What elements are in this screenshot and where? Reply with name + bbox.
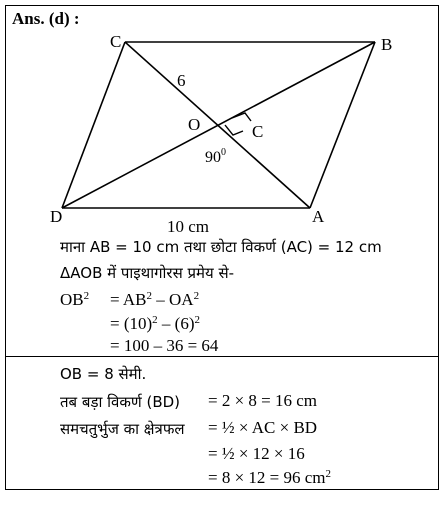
bd-label: तब बड़ा विकर्ण (BD) — [60, 393, 181, 411]
vertex-label-D: D — [50, 207, 63, 226]
center-label-O: O — [188, 115, 201, 134]
ob-value-line: OB = 8 सेमी. — [60, 365, 147, 383]
area-label: समचतुर्भुज का क्षेत्रफल — [60, 420, 185, 438]
bd-value: = 2 × 8 = 16 cm — [208, 391, 318, 410]
equation-ob-squared: $OB^2$ — [60, 290, 90, 309]
vertex-label-B: B — [381, 35, 393, 54]
pythagoras-line: ΔAOB में पाइथागोरस प्रमेय से- — [60, 264, 235, 282]
angle-label: $90^0$ — [205, 147, 226, 166]
area-result: = 8 × 12 = 96 $cm^2$ — [208, 468, 332, 487]
answer-label: Ans. (d) : — [12, 9, 80, 28]
area-formula: = ½ × AC × BD — [208, 418, 318, 437]
label-OC-length: 6 — [177, 71, 186, 90]
right-angle-mark-high — [232, 113, 251, 121]
area-substitution: = ½ × 12 × 16 — [208, 444, 305, 463]
equation-substitution: = $(10)^2 - (6)^2$ — [110, 314, 200, 333]
vertex-label-A: A — [312, 207, 325, 226]
diagonal-DB — [62, 42, 375, 208]
equation-result: = 100 – 36 = 64 — [110, 336, 219, 355]
vertex-label-C: C — [110, 32, 122, 51]
equation-ob-rhs: = $AB^2 - OA^2$ — [110, 290, 200, 309]
label-C-right: C — [252, 122, 264, 141]
side-DC — [62, 42, 125, 208]
given-line: माना AB = 10 cm तथा छोटा विकर्ण (AC) = 12 cm — [60, 238, 382, 256]
side-BA — [310, 42, 375, 208]
side-length-label: 10 cm — [167, 217, 210, 236]
